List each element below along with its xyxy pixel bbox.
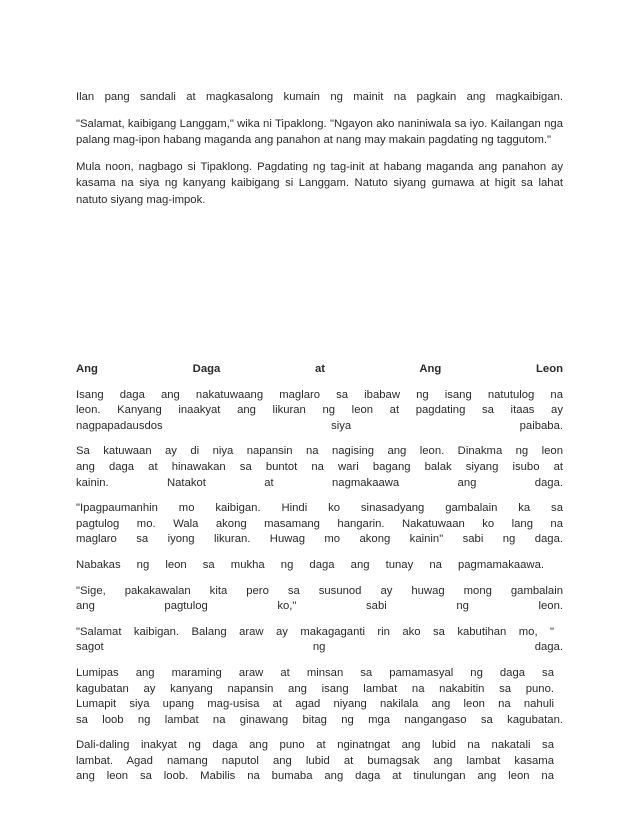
paragraph-line: pagtulog mo. Wala akong masamang hangarin. Nakatuwaan ko lang na [76,517,563,530]
paragraph-line: sa loob ng lambat na ginawang bitag ng mga nangangaso sa kagubatan. [76,713,563,726]
paragraph-line: ang pagtulog ko," sabi ng leon. [76,600,563,613]
paragraph-line: leon. Kanyang inaakyat ang likuran ng leon at pagdating sa itaas ay [76,404,563,417]
paragraph-line: Dali-daling inakyat ng daga ang puno at nginatngat ang lubid na nakatali sa [76,739,554,752]
paragraph-line: Lumipas ang maraming araw at minsan sa pamamasyal ng daga sa [76,666,554,679]
story2-title: Ang Daga at Ang Leon [76,363,563,375]
paragraph-line: ang leon sa loob. Mabilis na bumaba ang daga at tinulungan ang leon na [76,770,554,783]
story2-paragraph-8 [76,738,563,785]
paragraph-line: maglaro sa iyong likuran. Huwag mo akong kainin" sabi ng daga. [76,533,563,546]
paragraph-line: Lumapit siya upang mag-usisa at agad niyang nakilala ang leon na nahuli [76,698,554,711]
paragraph-line: kagubatan ay kanyang napansin ang isang lambat na nakabitin sa puno. [76,682,554,695]
paragraph-line: nagpapadausdos siya paibaba. [76,419,563,432]
story2-paragraph-1 [76,388,563,435]
story1-section [76,89,563,219]
paragraph-line: Sa katuwaan ay di niya napansin na nagising ang leon. Dinakma ng leon [76,445,563,458]
story1-paragraph-2: "Salamat, kaibigang Langgam," wika ni Tipaklong. "Ngayon ako naniniwala sa iyo. Kailangan nga palang mag-ipon habang maganda ang panahon at nang may makain pagdating ng taggutom." [76,117,563,147]
story2-paragraph-3 [76,501,563,548]
paragraph-line: Isang daga ang nakatuwaang maglaro sa ibabaw ng isang natutulog na [76,388,563,401]
paragraph-line: "Ipagpaumanhin mo kaibigan. Hindi ko sinasadyang gambalain ka sa [76,502,563,515]
paragraph-line: "Salamat kaibigan. Balang araw ay makagaganti rin ako sa kabutihan mo, " [76,625,554,638]
paragraph-line: lambat. Agad namang naputol ang lubid at bumagsak ang lambat kasama [76,754,554,767]
story2-paragraph-6 [76,625,563,656]
story2-paragraph-5 [76,584,563,615]
paragraph-line: sagot ng daga. [76,641,563,654]
paragraph-line: kainin. Natakot at nagmakaawa ang daga. [76,476,563,489]
story1-paragraph-3: Mula noon, nagbago si Tipaklong. Pagdating ng tag-init at habang maganda ang panahon ay kasama na siya ng kanyang kaibigang si Langgam. Natuto siyang gumawa at higit sa lahat natuto siyang mag-impok. [76,160,563,206]
paragraph-line: Nabakas ng leon sa mukha ng daga ang tunay na pagmamakaawa. [76,558,544,571]
paragraph-line: ang daga at hinawakan sa buntot na wari bagang balak siyang isubo at [76,460,563,473]
story2-section [76,362,563,795]
paragraph-line: "Sige, pakakawalan kita pero sa susunod ay huwag mong gambalain [76,584,563,597]
story2-paragraph-4 [76,558,563,574]
story2-paragraph-2 [76,444,563,491]
story2-paragraph-7 [76,666,563,728]
story1-paragraph-1: Ilan pang sandali at magkasalong kumain ng mainit na pagkain ang magkaibigan. [76,91,563,103]
